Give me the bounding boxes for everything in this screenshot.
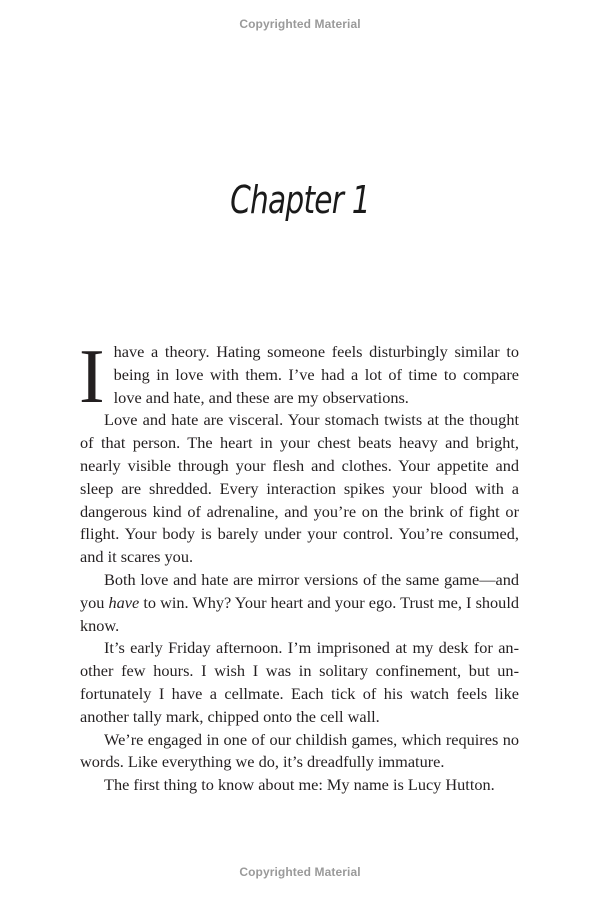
chapter-title: Chapter 1 — [230, 178, 370, 222]
paragraph-3-text-a: Both love and hate are mirror versions of the same game—and you — [80, 569, 519, 612]
paragraph-1 — [79, 333, 519, 419]
paragraph-6: The first thing to know about me: My name is Lucy Hutton. — [104, 775, 495, 795]
paragraph-1-text: have a theory. Hating someone feels disturbingly similar to being in love with them. I’ve had a lot of time to compare love and hate, and these are my observations. — [113, 342, 519, 407]
chapter-body — [79, 333, 519, 797]
drop-cap: I — [79, 333, 105, 419]
copyright-watermark-top: Copyrighted Material — [239, 17, 361, 31]
paragraph-3-text-b: to win. Why? Your heart and your ego. Trust me, I should know. — [80, 592, 519, 635]
paragraph-3 — [80, 569, 519, 637]
paragraph-2: Love and hate are visceral. Your stomach twists at the thought of that person. The heart in your chest beats heavy and bright, nearly visible through your flesh and clothes. Your appetite and sleep are shredded. Every interaction spikes your blood with a dangerous kind of adrenaline, and you’re on the brink of fight or flight. Your body is barely under your control. You’re consumed, and it scares you. — [80, 410, 519, 567]
paragraph-5: We’re engaged in one of our childish games, which requires no words. Like everything we do, it’s dreadfully immature. — [80, 729, 519, 772]
paragraph-3-emphasis: have — [108, 592, 140, 612]
paragraph-4: It’s early Friday afternoon. I’m imprisoned at my desk for another few hours. I wish I was in solitary confinement, but unfortunately I have a cellmate. Each tick of his watch feels like another tally mark, chipped onto the cell wall. — [80, 638, 519, 726]
copyright-watermark-bottom: Copyrighted Material — [239, 865, 361, 879]
